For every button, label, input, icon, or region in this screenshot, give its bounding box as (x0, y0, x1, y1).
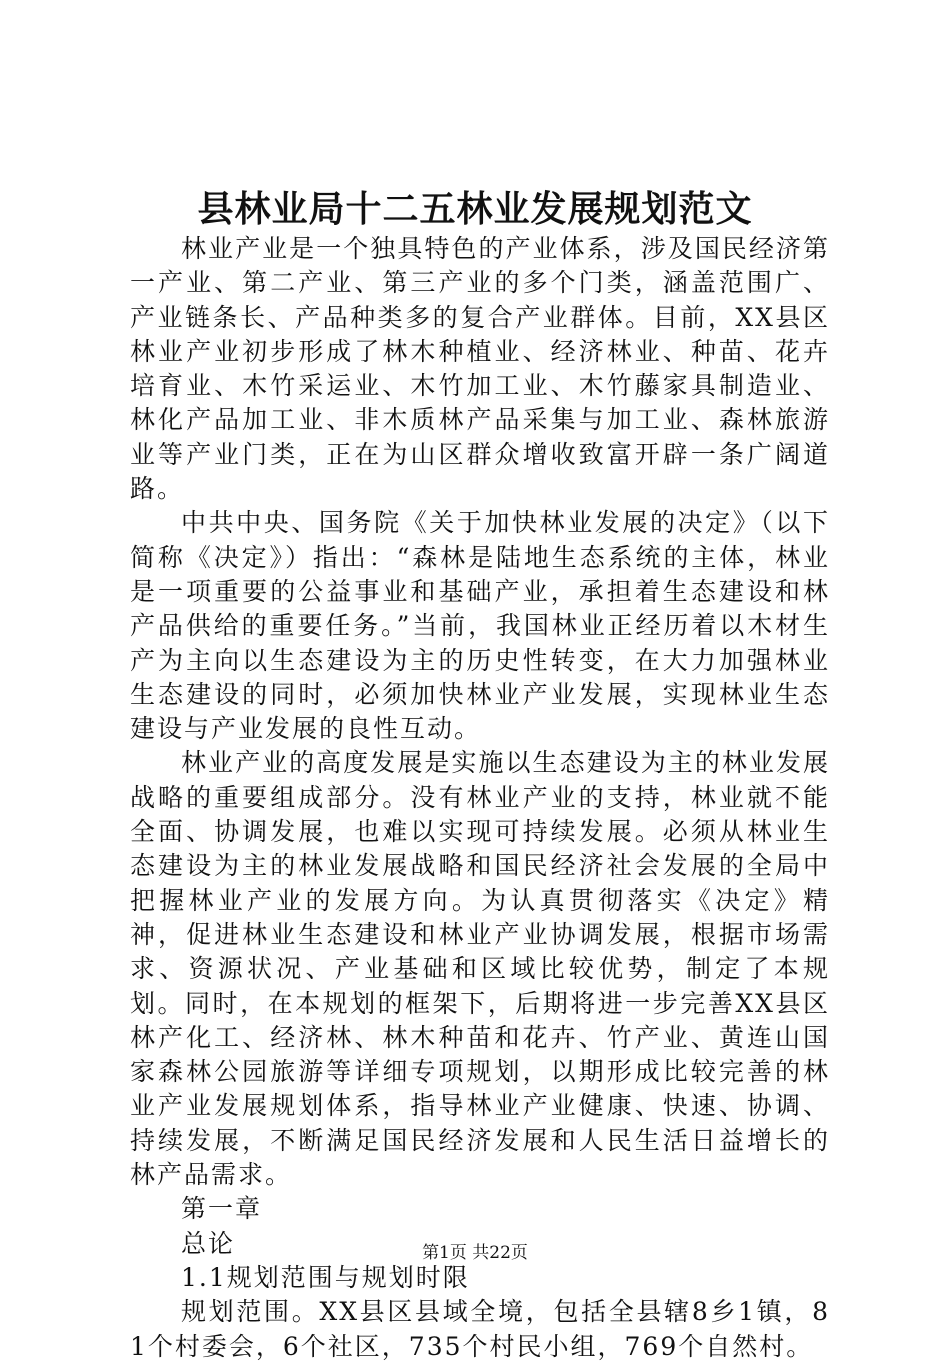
section-heading: 1.1规划范围与规划时限 (181, 1262, 470, 1292)
paragraph-decision: 中共中央、国务院《关于加快林业发展的决定》（以下简称《决定》）指出：“森林是陆地生态系统的主体，林业是一项重要的公益事业和基础产业，承担着生态建设和林产品供给的重要任务。”当前，我国林业正经历着以木材生产为主向以生态建设为主的历史性转变，在大力加强林业生态建设的同时，必须加快林业产业发展，实现林业生态建设与产业发展的良性互动。 (130, 508, 830, 744)
document-body (130, 232, 830, 1364)
paragraph-intro: 林业产业是一个独具特色的产业体系，涉及国民经济第一产业、第二产业、第三产业的多个门类，涵盖范围广、产业链条长、产品种类多的复合产业群体。目前，XX县区林业产业初步形成了林木种植业、经济林业、种苗、花卉培育业、木竹采运业、木竹加工业、木竹藤家具制造业、林化产品加工业、非木质林产品采集与加工业、森林旅游业等产业门类，正在为山区群众增收致富开辟一条广阔道路。 (130, 234, 830, 504)
chapter-number: 第一章 (181, 1194, 263, 1224)
page-footer: 第1页 共22页 (422, 1243, 528, 1263)
chapter-title: 总论 (181, 1228, 236, 1258)
document-title: 县林业局十二五林业发展规划范文 (197, 189, 753, 230)
paragraph-scope: 规划范围。XX县区县域全境，包括全县辖8乡1镇，81个村委会，6个社区，735个村民小组，769个自然村。 (130, 1297, 830, 1361)
paragraph-development: 林业产业的高度发展是实施以生态建设为主的林业发展战略的重要组成部分。没有林业产业的支持，林业就不能全面、协调发展，也难以实现可持续发展。必须从林业生态建设为主的林业发展战略和国民经济社会发展的全局中把握林业产业的发展方向。为认真贯彻落实《决定》精神，促进林业生态建设和林业产业协调发展，根据市场需求、资源状况、产业基础和区域比较优势，制定了本规划。同时，在本规划的框架下，后期将进一步完善XX县区林产化工、经济林、林木种苗和花卉、竹产业、黄连山国家森林公园旅游等详细专项规划，以期形成比较完善的林业产业发展规划体系，指导林业产业健康、快速、协调、持续发展，不断满足国民经济发展和人民生活日益增长的林产品需求。 (130, 748, 830, 1190)
